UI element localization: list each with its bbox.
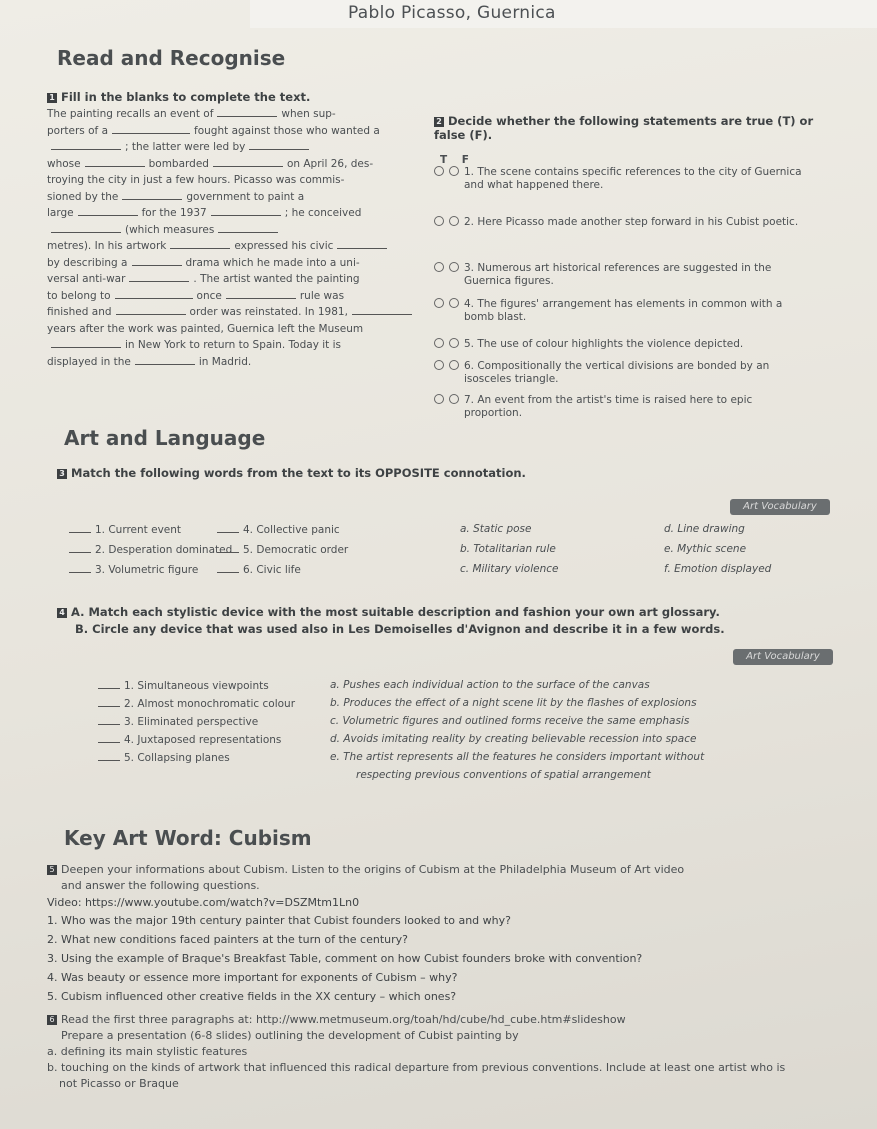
ex3-art-vocabulary-badge: Art Vocabulary bbox=[730, 499, 830, 515]
description-item: b. Produces the effect of a night scene lit by the flashes of explosions bbox=[330, 697, 697, 709]
device-item bbox=[98, 679, 269, 692]
ex3-number: 3 bbox=[57, 469, 67, 479]
fill-text-segment: years after the work was painted, Guernica left the Museum bbox=[47, 322, 364, 335]
answer-blank[interactable] bbox=[98, 751, 120, 761]
ex4-line-b: B. Circle any device that was used also in Les Demoiselles d'Avignon and describe it in a few words. bbox=[75, 622, 725, 636]
description-item: e. The artist represents all the features he considers important without bbox=[330, 751, 705, 763]
true-radio[interactable] bbox=[434, 338, 444, 348]
fill-text-segment: finished and bbox=[47, 306, 112, 318]
fill-blank[interactable] bbox=[51, 222, 121, 233]
header-bar bbox=[250, 0, 877, 28]
tf-statement bbox=[434, 394, 834, 420]
question-item: 3. Using the example of Braque's Breakfast Table, comment on how Cubist founders broke with convention? bbox=[47, 952, 643, 965]
ex3-instruction-text: Match the following words from the text to its OPPOSITE connotation. bbox=[71, 466, 526, 480]
fill-line bbox=[47, 106, 417, 123]
tf-statement bbox=[434, 262, 834, 288]
ex2-instruction-text: Decide whether the following statements are true (T) or false (F). bbox=[434, 114, 814, 142]
statement-text: 5. The use of colour highlights the violence depicted. bbox=[464, 338, 744, 350]
fill-text-segment: versal anti-war bbox=[47, 273, 126, 285]
fill-blank[interactable] bbox=[249, 139, 309, 150]
question-item: 1. Who was the major 19th century painter that Cubist founders looked to and why? bbox=[47, 914, 511, 927]
fill-line bbox=[47, 337, 417, 354]
fill-text-segment: to belong to bbox=[47, 289, 111, 302]
answer-blank[interactable] bbox=[217, 563, 239, 573]
statement-text: 2. Here Picasso made another step forward in his Cubist poetic. bbox=[464, 216, 799, 228]
statement-text: 7. An event from the artist's time is raised here to epic proportion. bbox=[464, 394, 753, 419]
fill-line bbox=[47, 156, 417, 173]
match-item-text: 5. Democratic order bbox=[243, 544, 349, 556]
description-item: c. Volumetric figures and outlined forms receive the same emphasis bbox=[330, 715, 690, 727]
ex4-art-vocabulary-badge: Art Vocabulary bbox=[733, 649, 833, 665]
ex2-number: 2 bbox=[434, 117, 444, 127]
device-item bbox=[98, 715, 258, 728]
fill-text-segment: once bbox=[196, 289, 222, 302]
section-title-read: Read and Recognise bbox=[57, 46, 286, 70]
question-item: 5. Cubism influenced other creative fields in the XX century – which ones? bbox=[47, 990, 457, 1003]
fill-line bbox=[47, 139, 417, 156]
match-item bbox=[664, 523, 745, 535]
ex5-number: 5 bbox=[47, 865, 57, 875]
fill-blank[interactable] bbox=[112, 123, 190, 134]
fill-text-segment: (which measures bbox=[125, 223, 215, 236]
false-label: F bbox=[461, 154, 469, 166]
ex1-instruction bbox=[47, 90, 310, 104]
fill-line bbox=[47, 354, 417, 371]
match-item-text: e. Mythic scene bbox=[664, 543, 747, 555]
fill-text-segment: government to paint a bbox=[186, 190, 305, 203]
section-title-art: Art and Language bbox=[64, 426, 266, 450]
ex2-instruction bbox=[434, 114, 844, 142]
fill-text-segment: large bbox=[47, 207, 74, 219]
ex1-number: 1 bbox=[47, 93, 57, 103]
fill-blank[interactable] bbox=[51, 337, 121, 348]
match-item bbox=[69, 543, 232, 556]
fill-text-segment: . The artist wanted the painting bbox=[193, 273, 360, 285]
answer-blank[interactable] bbox=[69, 543, 91, 553]
match-item-text: 4. Collective panic bbox=[243, 524, 340, 536]
fill-text-segment: whose bbox=[47, 157, 81, 170]
fill-line bbox=[47, 123, 417, 140]
ex6-point-b-cont: not Picasso or Braque bbox=[59, 1077, 179, 1090]
false-radio[interactable] bbox=[449, 360, 459, 370]
statement-text: 6. Compositionally the vertical divisions are bonded by an isosceles triangle. bbox=[464, 360, 770, 385]
fill-text-segment: by describing a bbox=[47, 256, 128, 269]
statement-text: 4. The figures' arrangement has elements in common with a bomb blast. bbox=[464, 298, 783, 323]
question-item: 4. Was beauty or essence more important for exponents of Cubism – why? bbox=[47, 971, 458, 984]
answer-blank[interactable] bbox=[98, 679, 120, 689]
ex1-fill-text bbox=[47, 106, 417, 370]
fill-text-segment: ; the latter were led by bbox=[125, 141, 246, 153]
match-item bbox=[460, 523, 532, 535]
fill-line bbox=[47, 271, 417, 288]
fill-blank[interactable] bbox=[116, 304, 186, 315]
ex5-intro-line2: and answer the following questions. bbox=[61, 879, 260, 892]
false-radio[interactable] bbox=[449, 166, 459, 176]
fill-text-segment: drama which he made into a uni- bbox=[185, 256, 360, 269]
match-item bbox=[460, 543, 556, 555]
fill-text-segment: ; he conceived bbox=[284, 207, 362, 219]
fill-line bbox=[47, 288, 417, 305]
match-item-text: f. Emotion displayed bbox=[664, 563, 772, 575]
fill-text-segment: displayed in the bbox=[47, 355, 131, 368]
tf-statement bbox=[434, 360, 834, 386]
fill-blank[interactable] bbox=[51, 139, 121, 150]
match-item bbox=[217, 563, 301, 576]
match-item-text: 2. Desperation dominated bbox=[95, 544, 233, 556]
description-item: d. Avoids imitating reality by creating believable recession into space bbox=[330, 733, 697, 745]
fill-text-segment: in Madrid. bbox=[198, 355, 252, 368]
true-radio[interactable] bbox=[434, 262, 444, 272]
fill-line bbox=[47, 222, 417, 239]
match-item-text: c. Military violence bbox=[460, 563, 559, 575]
fill-text-segment: porters of a bbox=[47, 124, 109, 137]
fill-blank[interactable] bbox=[337, 238, 387, 249]
fill-text-segment: The painting recalls an event of bbox=[47, 108, 214, 120]
match-item bbox=[69, 523, 181, 536]
fill-line bbox=[47, 238, 417, 255]
question-item: 2. What new conditions faced painters at the turn of the century? bbox=[47, 933, 408, 946]
fill-blank[interactable] bbox=[122, 189, 182, 200]
fill-line bbox=[47, 172, 417, 189]
ex6-block bbox=[47, 1012, 867, 1092]
fill-text-segment: bombarded bbox=[148, 157, 209, 170]
fill-line bbox=[47, 321, 417, 338]
ex5-intro-line1: Deepen your informations about Cubism. Listen to the origins of Cubism at the Philadelphia Museum of Art video bbox=[61, 863, 685, 876]
fill-text-segment: on April 26, des- bbox=[286, 157, 374, 170]
fill-blank[interactable] bbox=[213, 156, 283, 167]
false-radio[interactable] bbox=[449, 394, 459, 404]
fill-text-segment: sioned by the bbox=[47, 190, 119, 203]
ex4-instructions bbox=[57, 604, 857, 638]
fill-line bbox=[47, 189, 417, 206]
false-radio[interactable] bbox=[449, 216, 459, 226]
ex6-number: 6 bbox=[47, 1015, 57, 1025]
fill-line bbox=[47, 255, 417, 272]
header-title: Pablo Picasso, Guernica bbox=[348, 3, 556, 23]
fill-blank[interactable] bbox=[85, 156, 145, 167]
ex3-instruction bbox=[57, 466, 526, 480]
ex5-video-link[interactable]: Video: https://www.youtube.com/watch?v=DSZMtm1Ln0 bbox=[47, 896, 360, 909]
ex4-line-a: A. Match each stylistic device with the most suitable description and fashion your own art glossary. bbox=[71, 605, 720, 619]
ex4-number: 4 bbox=[57, 608, 67, 618]
answer-blank[interactable] bbox=[98, 733, 120, 743]
match-item bbox=[217, 543, 348, 556]
fill-text-segment: in New York to return to Spain. Today it is bbox=[125, 339, 342, 351]
description-item: a. Pushes each individual action to the surface of the canvas bbox=[330, 679, 650, 691]
match-item-text: 1. Current event bbox=[95, 524, 182, 536]
answer-blank[interactable] bbox=[98, 697, 120, 707]
fill-blank[interactable] bbox=[135, 354, 195, 365]
answer-blank[interactable] bbox=[98, 715, 120, 725]
fill-blank[interactable] bbox=[352, 304, 412, 315]
fill-blank[interactable] bbox=[218, 222, 278, 233]
tf-statement bbox=[434, 298, 834, 324]
ex6-prepare-line: Prepare a presentation (6-8 slides) outlining the development of Cubist painting by bbox=[61, 1029, 519, 1042]
match-item-text: d. Line drawing bbox=[664, 523, 745, 535]
device-text: 3. Eliminated perspective bbox=[124, 716, 259, 728]
fill-blank[interactable] bbox=[78, 205, 138, 216]
fill-text-segment: when sup- bbox=[281, 108, 336, 120]
fill-line bbox=[47, 205, 417, 222]
ex1-instruction-text: Fill in the blanks to complete the text. bbox=[61, 90, 311, 104]
fill-blank[interactable] bbox=[170, 238, 230, 249]
ex6-point-a: a. defining its main stylistic features bbox=[47, 1045, 248, 1058]
true-label: T bbox=[440, 154, 448, 166]
fill-blank[interactable] bbox=[132, 255, 182, 266]
statement-text: 3. Numerous art historical references are suggested in the Guernica figures. bbox=[464, 262, 772, 287]
match-item-text: 3. Volumetric figure bbox=[95, 564, 199, 576]
ex6-link-line[interactable]: Read the first three paragraphs at: http://www.metmuseum.org/toah/hd/cube/hd_cube.htm#slideshow bbox=[61, 1013, 626, 1026]
fill-line bbox=[47, 304, 417, 321]
fill-text-segment: expressed his civic bbox=[234, 240, 334, 252]
tf-statement bbox=[434, 216, 834, 229]
false-radio[interactable] bbox=[449, 262, 459, 272]
match-item-text: 6. Civic life bbox=[243, 564, 301, 576]
fill-text-segment: for the 1937 bbox=[141, 207, 207, 219]
fill-blank[interactable] bbox=[217, 106, 277, 117]
fill-text-segment: troying the city in just a few hours. Picasso was commis- bbox=[47, 174, 345, 186]
answer-blank[interactable] bbox=[69, 523, 91, 533]
fill-text-segment: order was reinstated. In 1981, bbox=[189, 306, 348, 318]
true-radio[interactable] bbox=[434, 216, 444, 226]
device-item bbox=[98, 751, 230, 764]
match-item bbox=[664, 563, 771, 575]
device-text: 4. Juxtaposed representations bbox=[124, 734, 282, 746]
device-text: 5. Collapsing planes bbox=[124, 752, 230, 764]
true-radio[interactable] bbox=[434, 166, 444, 176]
answer-blank[interactable] bbox=[217, 543, 239, 553]
device-item bbox=[98, 733, 281, 746]
device-text: 2. Almost monochromatic colour bbox=[124, 698, 296, 710]
match-item bbox=[217, 523, 340, 536]
statement-text: 1. The scene contains specific references to the city of Guernica and what happened there. bbox=[464, 166, 802, 191]
match-item-text: b. Totalitarian rule bbox=[460, 543, 556, 555]
match-item bbox=[664, 543, 746, 555]
match-item bbox=[460, 563, 559, 575]
answer-blank[interactable] bbox=[69, 563, 91, 573]
true-radio[interactable] bbox=[434, 394, 444, 404]
tf-statement bbox=[434, 338, 834, 351]
match-item-text: a. Static pose bbox=[460, 523, 532, 535]
fill-blank[interactable] bbox=[226, 288, 296, 299]
fill-blank[interactable] bbox=[211, 205, 281, 216]
answer-blank[interactable] bbox=[217, 523, 239, 533]
fill-text-segment: rule was bbox=[299, 289, 345, 302]
true-radio[interactable] bbox=[434, 360, 444, 370]
device-item bbox=[98, 697, 295, 710]
section-title-key: Key Art Word: Cubism bbox=[64, 826, 312, 850]
false-radio[interactable] bbox=[449, 298, 459, 308]
ex5-intro bbox=[47, 862, 847, 894]
false-radio[interactable] bbox=[449, 338, 459, 348]
fill-blank[interactable] bbox=[115, 288, 193, 299]
fill-text-segment: fought against those who wanted a bbox=[194, 124, 380, 137]
fill-blank[interactable] bbox=[129, 271, 189, 282]
device-text: 1. Simultaneous viewpoints bbox=[124, 680, 269, 692]
ex6-point-b: b. touching on the kinds of artwork that influenced this radical departure from previous conventions. Include at least one artist who is bbox=[47, 1061, 786, 1074]
fill-text-segment: metres). In his artwork bbox=[47, 240, 167, 252]
description-item: respecting previous conventions of spatial arrangement bbox=[356, 769, 651, 781]
tf-statement bbox=[434, 166, 834, 192]
true-radio[interactable] bbox=[434, 298, 444, 308]
match-item bbox=[69, 563, 198, 576]
